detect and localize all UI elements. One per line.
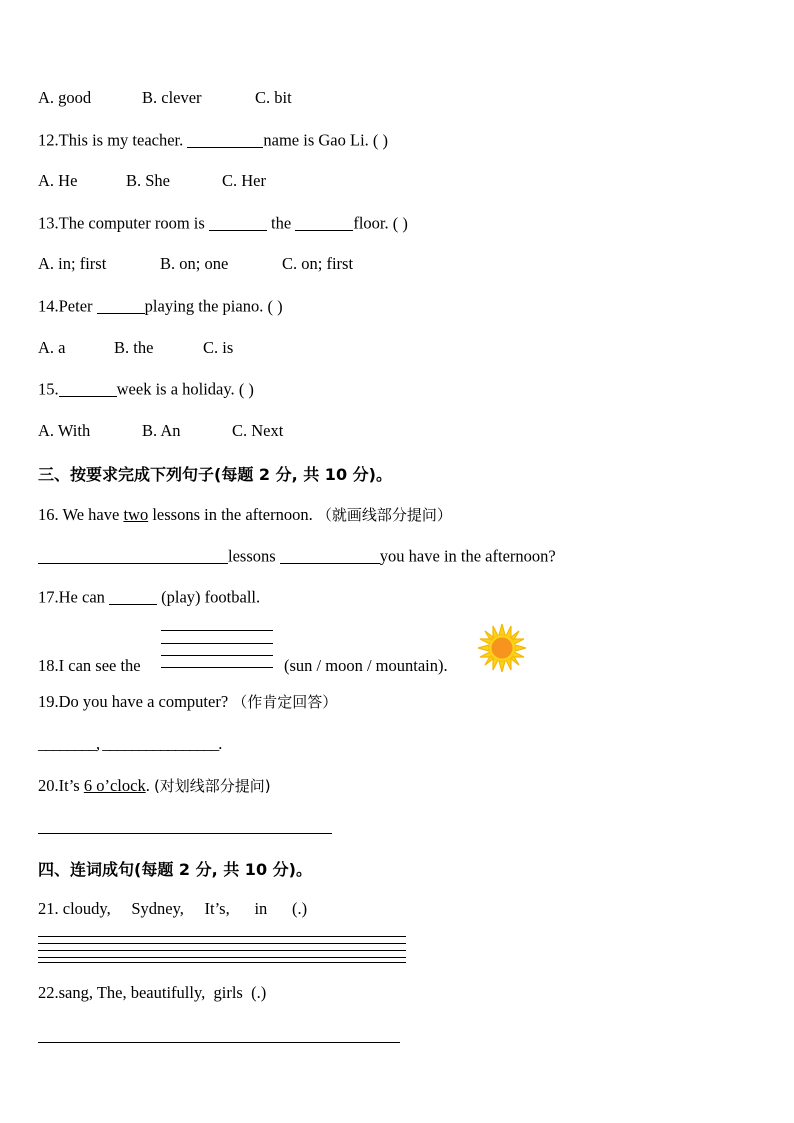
q20-answer-line[interactable] [38, 833, 332, 834]
q16-underlined-word: two [123, 505, 149, 524]
q18-guide-line-4 [161, 667, 273, 668]
q18-guide-line-3[interactable] [161, 655, 273, 656]
q13-option-c: C. on; first [282, 254, 354, 273]
q18-suffix: (sun / moon / mountain). [284, 656, 448, 675]
q20-suffix: . [145, 776, 150, 795]
section-3-heading: 三、按要求完成下列句子(每题 2 分, 共 10 分)。 [38, 465, 392, 484]
q15-option-b: B. An [142, 421, 181, 440]
q14-option-a: A. a [38, 338, 66, 357]
q20-prefix: 20.It’s [38, 776, 80, 795]
q15-options [38, 421, 283, 441]
sun-icon [478, 624, 526, 672]
q13-middle: the [271, 213, 292, 233]
q20-question [38, 775, 271, 796]
q15-option-c: C. Next [232, 421, 284, 440]
q14-blank[interactable] [97, 296, 145, 314]
q15-option-a: A. With [38, 421, 91, 440]
section-4-heading: 四、连词成句(每题 2 分, 共 10 分)。 [38, 860, 312, 879]
q16-answer-blank-2[interactable] [280, 546, 380, 564]
q13-prefix: 13.The computer room is [38, 213, 205, 233]
q12-option-a: A. He [38, 171, 78, 190]
q19-question [38, 691, 337, 712]
q15-question [38, 379, 254, 400]
q15-answer-paren[interactable]: ( ) [238, 379, 254, 399]
q22-answer-line[interactable] [38, 1042, 400, 1043]
q16-question [38, 504, 452, 525]
q17-blank[interactable] [109, 587, 157, 605]
q15-blank[interactable] [59, 379, 117, 397]
q20-underlined-phrase: 6 o’clock [83, 776, 146, 795]
q13-blank-1[interactable] [209, 213, 267, 231]
q13-answer-paren[interactable]: ( ) [392, 213, 408, 233]
q17-prefix: 17.He can [38, 587, 105, 607]
q22-words: 22.sang, The, beautifully, girls (.) [38, 983, 267, 1002]
sun-picture [478, 624, 526, 672]
q12-answer-paren[interactable]: ( ) [372, 130, 389, 150]
q19-text: 19.Do you have a computer? [38, 692, 229, 711]
q13-blank-2[interactable] [295, 213, 353, 231]
q19-answer-line[interactable]: ________, ________________. [38, 734, 222, 753]
q13-option-a: A. in; first [38, 254, 107, 273]
q11-option-a: A. good [38, 88, 92, 107]
q18-guide-line-2 [161, 643, 273, 644]
q12-question [38, 130, 388, 151]
q17-question [38, 587, 260, 608]
q18-prefix: 18.I can see the [38, 656, 141, 675]
q14-option-b: B. the [114, 338, 154, 357]
q14-options [38, 338, 233, 358]
q12-blank[interactable] [187, 130, 263, 148]
q21-writing-line-5 [38, 962, 406, 963]
q13-question [38, 213, 408, 234]
q13-suffix: floor. [353, 213, 389, 233]
q15-prefix: 15. [38, 379, 59, 399]
q11-option-b: B. clever [142, 88, 202, 107]
q12-prefix: 12.This is my teacher. [38, 130, 184, 150]
q14-answer-paren[interactable]: ( ) [267, 296, 283, 316]
q12-option-c: C. Her [222, 171, 266, 190]
q11-options [38, 88, 292, 108]
q14-option-c: C. is [203, 338, 234, 357]
q16-suffix: lessons in the afternoon. [152, 505, 313, 524]
q17-suffix: (play) football. [161, 587, 261, 607]
q14-question [38, 296, 283, 317]
q21-writing-line-3[interactable] [38, 950, 406, 951]
q15-suffix: week is a holiday. [116, 379, 235, 399]
q16-answer-mid: lessons [228, 546, 276, 566]
q16-instruction: （就画线部分提问） [316, 506, 452, 524]
q16-answer-line [38, 546, 556, 567]
q14-prefix: 14.Peter [38, 296, 93, 316]
q18-guide-line-1 [161, 630, 273, 631]
q16-answer-end: you have in the afternoon? [379, 546, 556, 566]
q21-words: 21. cloudy, Sydney, It’s, in (.) [38, 899, 308, 918]
q21-writing-line-2 [38, 943, 406, 944]
q13-options [38, 254, 353, 274]
q12-options [38, 171, 266, 191]
q14-suffix: playing the piano. [144, 296, 264, 316]
q12-suffix: name is Gao Li. [263, 130, 369, 150]
q16-prefix: 16. We have [38, 505, 120, 524]
q12-option-b: B. She [126, 171, 171, 190]
q11-option-c: C. bit [255, 88, 292, 107]
q20-instruction: (对划线部分提问) [153, 777, 271, 795]
q21-writing-line-4 [38, 957, 406, 958]
q16-answer-blank-1[interactable] [38, 546, 228, 564]
q21-writing-line-1 [38, 936, 406, 937]
q19-instruction: （作肯定回答） [232, 693, 338, 711]
q13-option-b: B. on; one [160, 254, 229, 273]
